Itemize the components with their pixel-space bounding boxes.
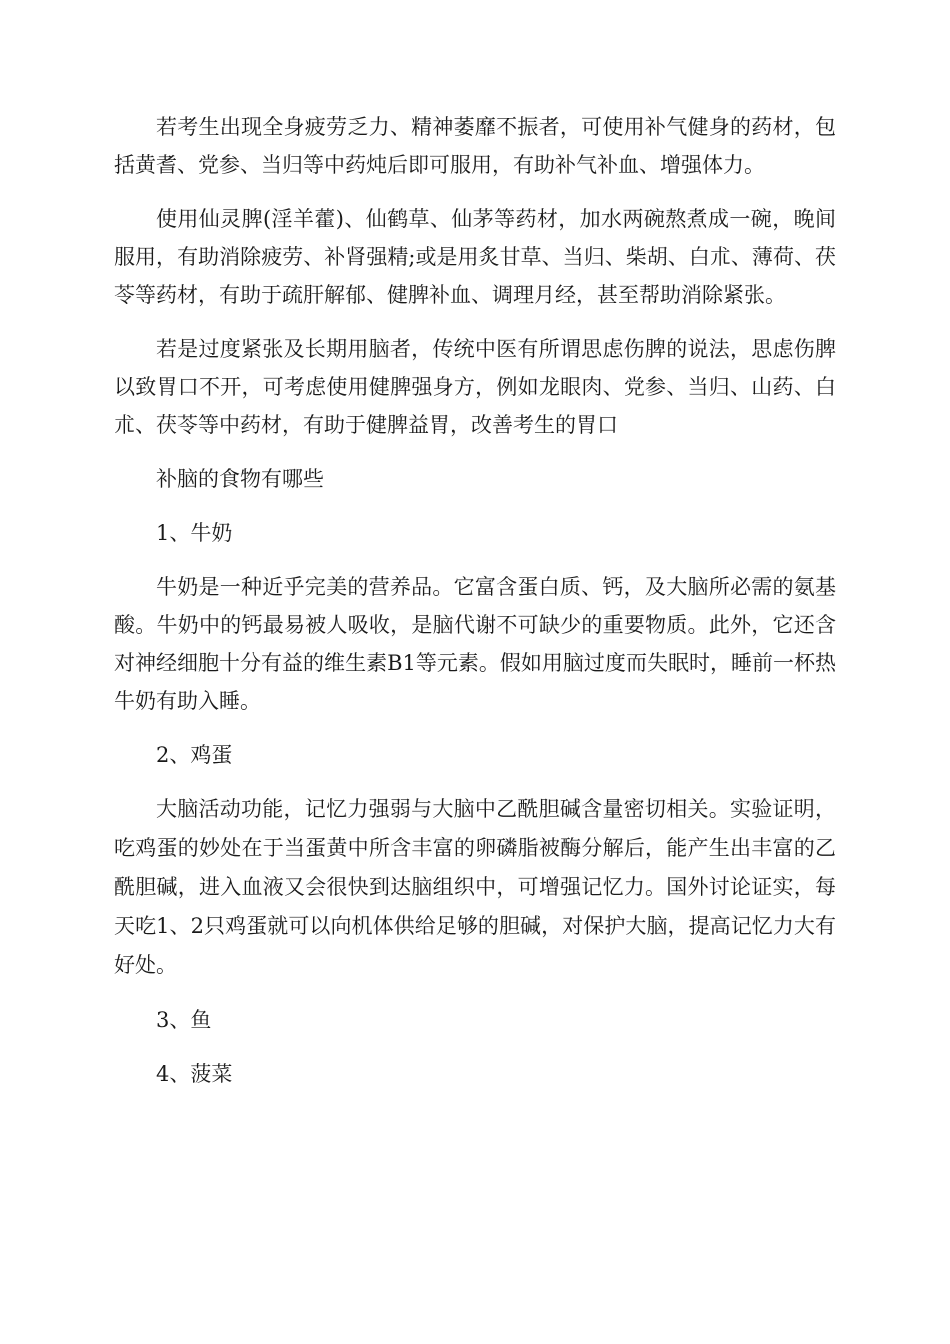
list-heading-egg: 2、鸡蛋 (156, 743, 233, 767)
section-heading-brain-foods: 补脑的食物有哪些 (156, 467, 324, 491)
list-heading-milk: 1、牛奶 (156, 521, 233, 545)
list-heading-spinach: 4、菠菜 (156, 1062, 233, 1086)
paragraph-herbal-fatigue: 使用仙灵脾(淫羊藿)、仙鹤草、仙茅等药材，加水两碗熬煮成一碗，晚间服用，有助消除疲劳、补肾强精;或是用炙甘草、当归、柴胡、白朮、薄荷、茯苓等药材，有助于疏肝解郁、健脾补血、调理月经，甚至帮助消除紧张。 (114, 207, 836, 307)
paragraph-milk: 牛奶是一种近乎完美的营养品。它富含蛋白质、钙，及大脑所必需的氨基酸。牛奶中的钙最易被人吸收，是脑代谢不可缺少的重要物质。此外，它还含对神经细胞十分有益的维生素B1等元素。假如用脑过度而失眠时，睡前一杯热牛奶有助入睡。 (114, 575, 836, 713)
paragraph-egg: 大脑活动功能，记忆力强弱与大脑中乙酰胆碱含量密切相关。实验证明，吃鸡蛋的妙处在于当蛋黄中所含丰富的卵磷脂被酶分解后，能产生出丰富的乙酰胆碱，进入血液又会很快到达脑组织中，可增强记忆力。国外讨论证实，每天吃1、2只鸡蛋就可以向机体供给足够的胆碱，对保护大脑，提高记忆力大有好处。 (114, 797, 836, 977)
paragraph-spleen-tonic: 若是过度紧张及长期用脑者，传统中医有所谓思虑伤脾的说法，思虑伤脾以致胃口不开，可考虑使用健脾强身方，例如龙眼肉、党参、当归、山药、白朮、茯苓等中药材，有助于健脾益胃，改善考生的胃口 (114, 337, 836, 437)
list-heading-fish: 3、鱼 (156, 1008, 212, 1032)
paragraph-qi-tonic: 若考生出现全身疲劳乏力、精神萎靡不振者，可使用补气健身的药材，包括黄耆、党参、当归等中药炖后即可服用，有助补气补血、增强体力。 (114, 115, 836, 177)
